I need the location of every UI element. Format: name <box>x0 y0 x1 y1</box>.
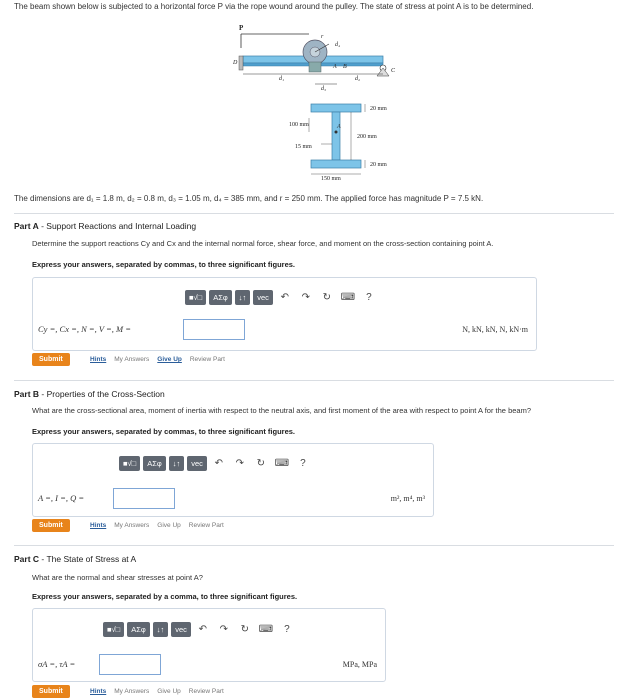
part-b-give-up-link[interactable]: Give Up <box>157 522 181 529</box>
part-a-my-answers-link[interactable]: My Answers <box>114 356 150 363</box>
part-a-answer-input[interactable] <box>183 319 245 340</box>
part-b-links <box>90 522 224 529</box>
part-c-my-answers-link[interactable]: My Answers <box>114 688 150 695</box>
reset-icon[interactable]: ↻ <box>256 458 266 469</box>
undo-icon[interactable]: ↶ <box>214 458 224 469</box>
svg-text:B: B <box>343 64 347 70</box>
part-b-title: Part B - Properties of the Cross-Section <box>14 389 165 399</box>
part-c-units: MPa, MPa <box>342 660 377 669</box>
part-b-answer-label: A =, I =, Q = <box>38 493 85 503</box>
svg-text:100 mm: 100 mm <box>289 122 309 128</box>
subscript-button[interactable]: ↓↑ <box>235 290 251 305</box>
force-label: P <box>239 24 244 32</box>
part-b-answer-input[interactable] <box>113 488 175 509</box>
part-a-review-link[interactable]: Review Part <box>189 356 225 363</box>
part-a-answer-box <box>32 277 537 351</box>
greek-symbols-button[interactable]: AΣφ <box>143 456 166 471</box>
vec-button[interactable]: vec <box>187 456 207 471</box>
part-b-units: m², m⁴, m³ <box>390 494 425 503</box>
svg-text:20 mm: 20 mm <box>370 162 387 168</box>
svg-text:150 mm: 150 mm <box>321 176 341 182</box>
templates-button[interactable]: ■√□ <box>185 290 206 305</box>
dimensions-text: The dimensions are d₁ = 1.8 m, d₂ = 0.8 m, d₃ = 1.05 m, d₄ = 385 mm, and r = 250 mm. The applied force has magnitude P = 7.5 kN. <box>14 194 484 203</box>
svg-text:d₁: d₁ <box>279 76 285 82</box>
part-a-instruction: Express your answers, separated by commas, to three significant figures. <box>32 260 296 269</box>
part-b-instruction: Express your answers, separated by commas, to three significant figures. <box>32 427 296 436</box>
undo-icon[interactable]: ↶ <box>280 292 290 303</box>
svg-text:15 mm: 15 mm <box>295 144 312 150</box>
divider <box>14 545 614 546</box>
part-c-submit-button[interactable]: Submit <box>32 685 70 698</box>
redo-icon[interactable]: ↷ <box>219 624 229 635</box>
vec-button[interactable]: vec <box>253 290 273 305</box>
part-a-hints-link[interactable]: Hints <box>90 356 107 363</box>
part-a-give-up-link[interactable]: Give Up <box>157 356 182 363</box>
subscript-button[interactable]: ↓↑ <box>169 456 185 471</box>
subscript-button[interactable]: ↓↑ <box>153 622 169 637</box>
redo-icon[interactable]: ↷ <box>301 292 311 303</box>
part-a-question: Determine the support reactions Cy and Cx and the internal normal force, shear force, and moment on the cross-section containing point A. <box>32 239 494 248</box>
keyboard-icon[interactable]: ⌨ <box>274 458 290 469</box>
part-c-answer-input[interactable] <box>99 654 161 675</box>
greek-symbols-button[interactable]: AΣφ <box>209 290 232 305</box>
svg-text:d₃: d₃ <box>321 86 327 92</box>
part-b-submit-button[interactable]: Submit <box>32 519 70 532</box>
divider <box>14 213 614 214</box>
templates-button[interactable]: ■√□ <box>119 456 140 471</box>
part-a-title: Part A - Support Reactions and Internal Loading <box>14 221 197 231</box>
part-c-hints-link[interactable]: Hints <box>90 688 107 695</box>
svg-text:d₄: d₄ <box>335 42 341 48</box>
part-c-question: What are the normal and shear stresses at point A? <box>32 573 203 582</box>
part-c-answer-box <box>32 608 386 682</box>
svg-text:d₂: d₂ <box>355 76 361 82</box>
part-a-submit-button[interactable]: Submit <box>32 353 70 366</box>
divider <box>14 380 614 381</box>
part-c-review-link[interactable]: Review Part <box>188 688 224 695</box>
svg-text:A: A <box>333 64 337 70</box>
svg-text:A: A <box>337 124 341 130</box>
part-b-question: What are the cross-sectional area, moment of inertia with respect to the neutral axis, and first moment of the area with respect to point A for the beam? <box>32 406 531 415</box>
reset-icon[interactable]: ↻ <box>240 624 250 635</box>
beam-figure <box>225 20 435 190</box>
redo-icon[interactable]: ↷ <box>235 458 245 469</box>
part-b-my-answers-link[interactable]: My Answers <box>114 522 150 529</box>
svg-text:20 mm: 20 mm <box>370 106 387 112</box>
keyboard-icon[interactable]: ⌨ <box>258 624 274 635</box>
part-c-toolbar <box>103 622 296 637</box>
help-icon[interactable]: ? <box>300 458 306 469</box>
vec-button[interactable]: vec <box>171 622 191 637</box>
svg-text:r: r <box>321 34 324 40</box>
undo-icon[interactable]: ↶ <box>198 624 208 635</box>
help-icon[interactable]: ? <box>284 624 290 635</box>
svg-text:D: D <box>233 60 238 66</box>
help-icon[interactable]: ? <box>366 292 372 303</box>
part-a-answer-label: Cy =, Cx =, N =, V =, M = <box>38 324 131 334</box>
reset-icon[interactable]: ↻ <box>322 292 332 303</box>
part-c-answer-label: σA =, τA = <box>38 659 76 669</box>
part-c-links <box>90 688 224 695</box>
part-b-toolbar <box>119 456 312 471</box>
part-b-review-link[interactable]: Review Part <box>188 522 224 529</box>
part-b-answer-box <box>32 443 434 517</box>
problem-intro: The beam shown below is subjected to a horizontal force P via the rope wound around the pulley. The state of stress at point A is to be determined. <box>14 2 534 11</box>
part-a-units: N, kN, kN, N, kN·m <box>462 325 528 334</box>
greek-symbols-button[interactable]: AΣφ <box>127 622 150 637</box>
svg-text:C: C <box>391 68 396 74</box>
part-c-title: Part C - The State of Stress at A <box>14 554 137 564</box>
part-c-instruction: Express your answers, separated by a comma, to three significant figures. <box>32 592 298 601</box>
part-b-hints-link[interactable]: Hints <box>90 522 107 529</box>
part-a-links <box>90 356 225 363</box>
templates-button[interactable]: ■√□ <box>103 622 124 637</box>
part-c-give-up-link[interactable]: Give Up <box>157 688 181 695</box>
keyboard-icon[interactable]: ⌨ <box>340 292 356 303</box>
svg-text:200 mm: 200 mm <box>357 134 377 140</box>
part-a-toolbar <box>185 290 378 305</box>
